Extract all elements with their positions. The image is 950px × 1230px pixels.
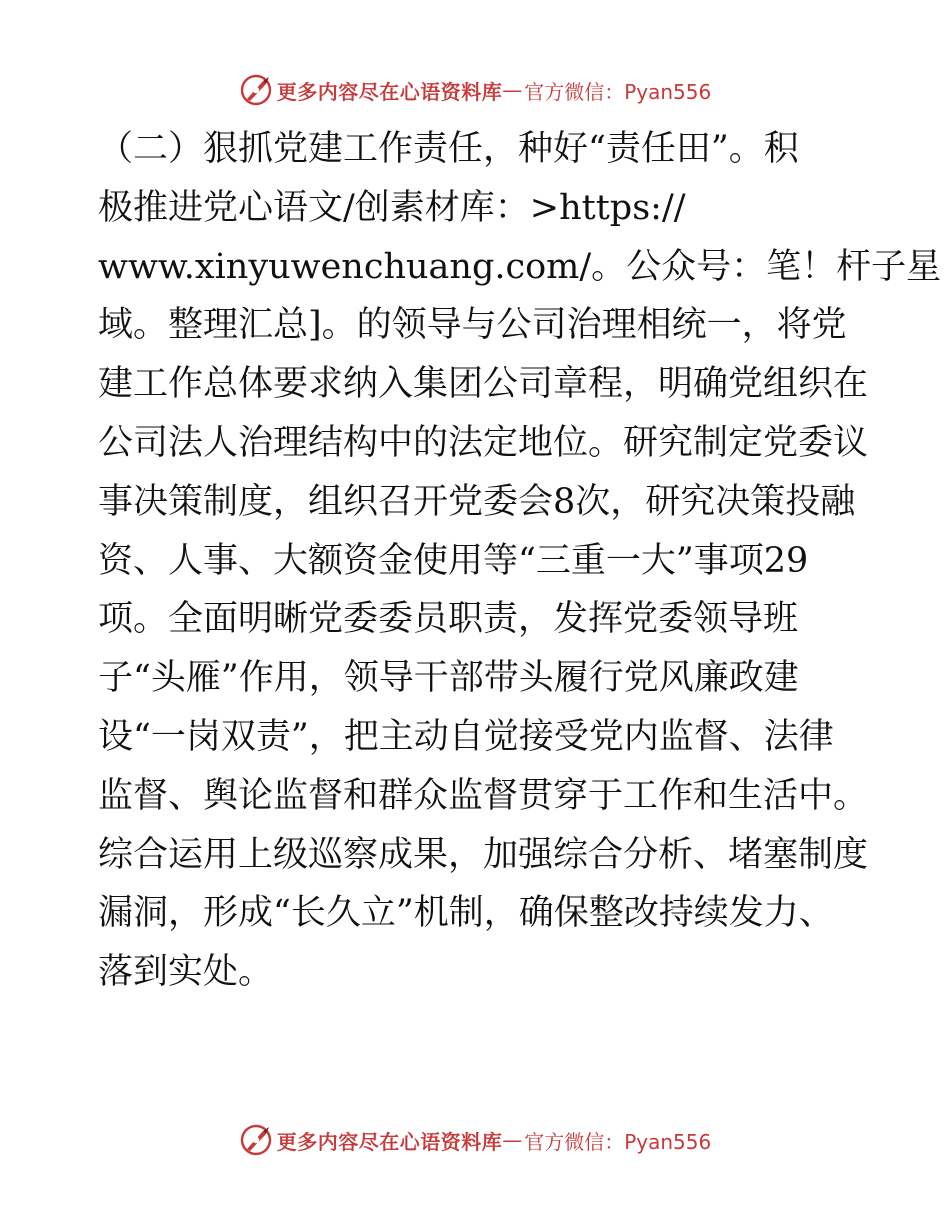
- body-line: 落到实处。: [98, 952, 274, 993]
- body-line: www.xinyuwenchuang.com/。公众号：笔！杆子星: [98, 246, 942, 287]
- quill-pen-logo-icon: [239, 1123, 273, 1157]
- banner-main-text: 更多内容尽在心语资料库: [276, 79, 503, 104]
- footer-banner: [0, 1120, 950, 1160]
- body-line: 设“一岗双责”，把主动自觉接受党内监督、法律: [98, 716, 834, 757]
- body-line: 公司法人治理结构中的法定地位。研究制定党委议: [98, 422, 869, 463]
- body-line: 资、人事、大额资金使用等“三重一大”事项29: [98, 540, 809, 581]
- header-banner: [0, 70, 950, 110]
- body-line: 漏洞，形成“长久立”机制，确保整改持续发力、: [98, 893, 834, 934]
- banner-account-text: 官方微信：Pyan556: [524, 79, 712, 104]
- body-line: 极推进党心语文/创素材库：>https://: [98, 187, 686, 228]
- body-line: （二）狠抓党建工作责任，种好“责任田”。积: [98, 129, 799, 169]
- body-line: 域。整理汇总]。的领导与公司治理相统一，将党: [98, 305, 847, 346]
- quill-pen-logo-icon: [239, 73, 273, 107]
- banner-separator: —: [502, 78, 523, 102]
- document-body: [98, 120, 942, 1002]
- body-line: 事决策制度，组织召开党委会8次，研究决策投融: [98, 481, 856, 522]
- body-line: 项。全面明晰党委委员职责，发挥党委领导班: [98, 599, 799, 640]
- body-line: 综合运用上级巡察成果，加强综合分析、堵塞制度: [98, 834, 869, 875]
- banner-main-text: 更多内容尽在心语资料库: [276, 1129, 503, 1154]
- banner-separator: —: [502, 1128, 523, 1152]
- body-line: 监督、舆论监督和群众监督贯穿于工作和生活中。: [98, 775, 869, 816]
- banner-account-text: 官方微信：Pyan556: [524, 1129, 712, 1154]
- body-line: 子“头雁”作用，领导干部带头履行党风廉政建: [98, 658, 799, 699]
- body-line: 建工作总体要求纳入集团公司章程，明确党组织在: [98, 364, 869, 405]
